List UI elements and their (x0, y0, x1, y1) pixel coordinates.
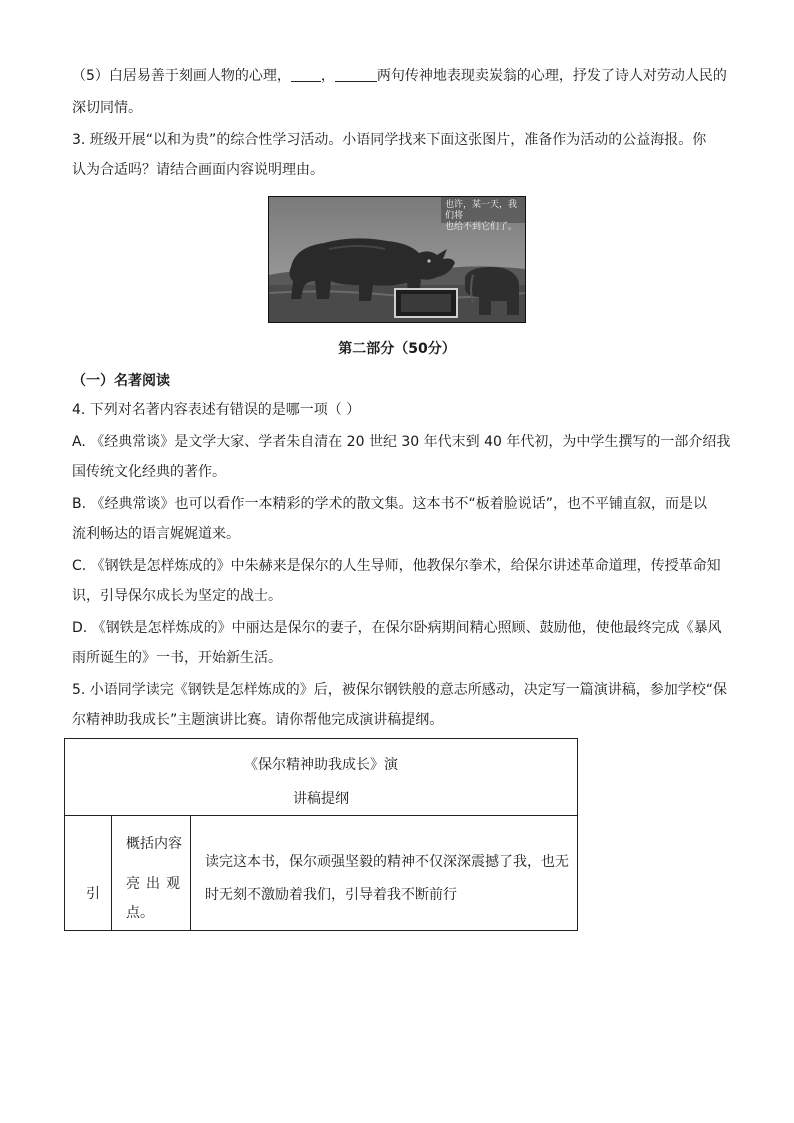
table-row-label-cell (65, 816, 112, 930)
poster-caption (445, 200, 521, 233)
table-item-cell (112, 816, 191, 930)
q4-option-d-line-1: D. 《钢铁是怎样炼成的》中丽达是保尔的妻子，在保尔卧病期间精心照顾、鼓励他，使他最终完成《暴风 (72, 620, 722, 636)
section-title-classics-reading: （一）名著阅读 (72, 373, 170, 389)
poster-caption-line-1: 也许，某一天，我们将 (445, 200, 518, 221)
speech-outline-table (64, 738, 578, 931)
q2-5-line (72, 66, 727, 86)
table-item-line-2: 亮出观 (126, 876, 186, 892)
table-title-line-2: 讲稿提纲 (293, 791, 349, 807)
table-row-label: 引 (86, 886, 100, 902)
table-item-line-3: 点。 (126, 905, 154, 921)
poster-caption-line-2: 也给不到它们了。 (445, 222, 518, 232)
q2-5-prefix: （5）白居易善于刻画人物的心理， (72, 68, 291, 84)
q3-line-1: 3. 班级开展“以和为贵”的综合性学习活动。小语同学找来下面这张图片，准备作为活动的公益海报。你 (72, 132, 707, 148)
q5-line-1: 5. 小语同学读完《钢铁是怎样炼成的》后，被保尔钢铁般的意志所感动，决定写一篇演讲稿，参加学校“保 (72, 682, 728, 698)
table-content-line-2: 时无刻不激励着我们，引导着我不断前行 (205, 887, 457, 903)
q4-stem: 4. 下列对名著内容表述有错误的是哪一项（ ） (72, 402, 361, 418)
answer-blank-2[interactable] (335, 67, 377, 82)
q4-option-c-line-1: C. 《钢铁是怎样炼成的》中朱赫来是保尔的人生导师，他教保尔拳术，给保尔讲述革命道理，传授革命知 (72, 558, 721, 574)
answer-blank-1[interactable] (291, 67, 321, 82)
table-header (65, 739, 577, 816)
q4-option-a-line-1: A. 《经典常谈》是文学大家、学者朱自清在 20 世纪 30 年代末到 40 年代初，为中学生撰写的一部介绍我 (72, 434, 731, 450)
q4-option-a-line-2: 国传统文化经典的著作。 (72, 464, 226, 480)
part-2-title: 第二部分（50分） (338, 341, 456, 357)
q2-5-continuation: 深切同情。 (72, 100, 142, 116)
q4-option-c-line-2: 识，引导保尔成长为坚定的战士。 (72, 588, 282, 604)
q3-line-2: 认为合适吗？请结合画面内容说明理由。 (72, 162, 324, 178)
q4-option-d-line-2: 雨所诞生的》一书，开始新生活。 (72, 650, 282, 666)
q2-5-separator: ， (320, 68, 335, 84)
table-content-line-1: 读完这本书，保尔顽强坚毅的精神不仅深深震撼了我，也无 (205, 854, 569, 870)
table-title-line-1: 《保尔精神助我成长》演 (244, 757, 398, 773)
rhino-poster-image (268, 196, 526, 323)
q4-option-b-line-2: 流利畅达的语言娓娓道来。 (72, 526, 240, 542)
table-content-cell[interactable] (191, 816, 577, 930)
q5-line-2: 尔精神助我成长”主题演讲比赛。请你帮他完成演讲稿提纲。 (72, 712, 444, 728)
table-item-line-1: 概括内容 (126, 836, 182, 852)
q4-option-b-line-1: B. 《经典常谈》也可以看作一本精彩的学术的散文集。这本书不“板着脸说话”，也不平铺直叙，而是以 (72, 496, 708, 512)
q2-5-suffix: 两句传神地表现卖炭翁的心理，抒发了诗人对劳动人民的 (376, 68, 727, 84)
